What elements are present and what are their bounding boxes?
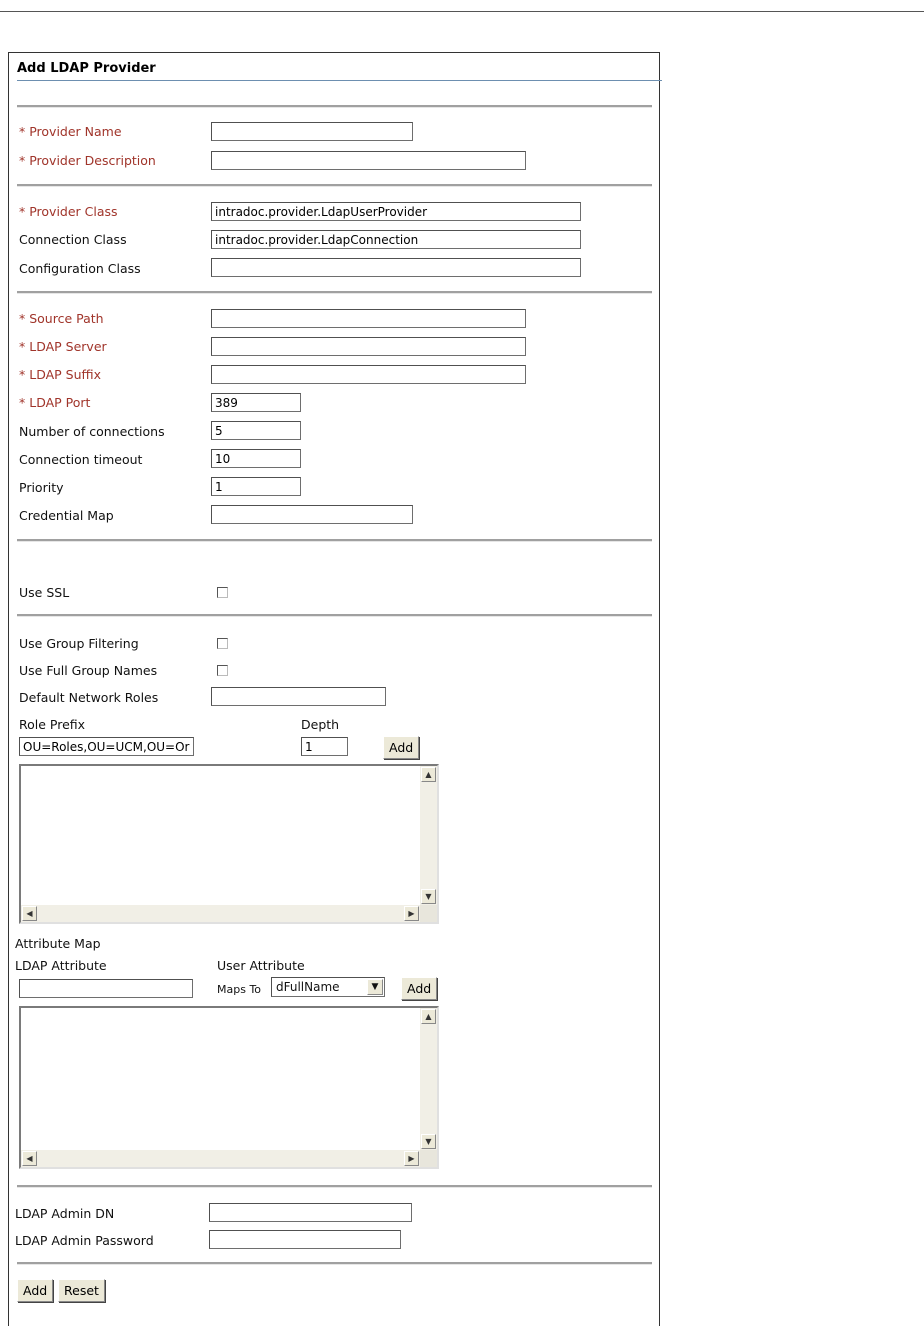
connection-class-input[interactable] [211,230,581,249]
default-network-roles-label: Default Network Roles [19,690,159,705]
ldap-server-input[interactable] [211,337,526,356]
role-list-vertical-scrollbar[interactable] [420,766,437,905]
ldap-admin-password-input[interactable] [209,1230,401,1249]
use-ssl-label: Use SSL [19,585,70,600]
section-divider [17,539,652,542]
scroll-down-icon[interactable]: ▼ [421,1134,436,1149]
provider-description-input[interactable] [211,151,526,170]
scroll-right-icon[interactable]: ▶ [404,1151,419,1166]
ldap-attribute-label: LDAP Attribute [15,958,107,973]
scroll-right-icon[interactable]: ▶ [404,906,419,921]
chevron-down-icon[interactable]: ▼ [367,979,383,995]
section-divider [17,1262,652,1265]
use-full-group-names-checkbox[interactable] [217,665,228,676]
section-divider [17,291,652,294]
top-divider [0,11,924,12]
ldap-suffix-label: * LDAP Suffix [19,367,101,382]
provider-name-label: * Provider Name [19,124,122,139]
configuration-class-input[interactable] [211,258,581,277]
role-list-horizontal-scrollbar[interactable] [21,905,420,922]
source-path-input[interactable] [211,309,526,328]
role-list-box[interactable] [19,764,439,924]
connection-class-label: Connection Class [19,232,127,247]
provider-class-input[interactable] [211,202,581,221]
source-path-label: * Source Path [19,311,104,326]
attribute-list-vertical-scrollbar[interactable] [420,1008,437,1150]
provider-description-label: * Provider Description [19,153,156,168]
role-prefix-input[interactable] [19,737,194,756]
scroll-left-icon[interactable]: ◀ [22,1151,37,1166]
credential-map-label: Credential Map [19,508,114,523]
section-divider [17,1185,652,1188]
depth-input[interactable] [301,737,348,756]
scroll-corner [420,1150,437,1167]
maps-to-select[interactable] [271,977,385,997]
ldap-suffix-input[interactable] [211,365,526,384]
ldap-admin-dn-label: LDAP Admin DN [15,1206,115,1221]
use-group-filtering-checkbox[interactable] [217,638,228,649]
reset-button[interactable]: Reset [58,1279,105,1302]
role-prefix-label: Role Prefix [19,717,86,732]
ldap-admin-dn-input[interactable] [209,1203,412,1222]
scroll-left-icon[interactable]: ◀ [22,906,37,921]
use-full-group-names-label: Use Full Group Names [19,663,158,678]
add-attribute-button[interactable]: Add [401,977,437,1000]
priority-input[interactable] [211,477,301,496]
ldap-port-label: * LDAP Port [19,395,91,410]
attribute-list-box[interactable] [19,1006,439,1169]
ldap-server-label: * LDAP Server [19,339,107,354]
number-of-connections-label: Number of connections [19,424,165,439]
connection-timeout-label: Connection timeout [19,452,143,467]
scroll-up-icon[interactable]: ▲ [421,1009,436,1024]
ldap-attribute-input[interactable] [19,979,193,998]
credential-map-input[interactable] [211,505,413,524]
section-divider [17,184,652,187]
submit-add-button[interactable]: Add [17,1279,53,1302]
provider-name-input[interactable] [211,122,413,141]
page-title: Add LDAP Provider [17,61,156,76]
add-ldap-provider-panel [8,52,660,1326]
scroll-corner [420,905,437,922]
user-attribute-label: User Attribute [217,958,305,973]
default-network-roles-input[interactable] [211,687,386,706]
provider-class-label: * Provider Class [19,204,118,219]
ldap-admin-password-label: LDAP Admin Password [15,1233,154,1248]
maps-to-label: Maps To [217,983,262,996]
section-divider [17,105,652,108]
use-group-filtering-label: Use Group Filtering [19,636,139,651]
attribute-list-horizontal-scrollbar[interactable] [21,1150,420,1167]
priority-label: Priority [19,480,64,495]
add-role-button[interactable]: Add [383,736,419,759]
ldap-port-input[interactable] [211,393,301,412]
configuration-class-label: Configuration Class [19,261,141,276]
attribute-map-label: Attribute Map [15,936,101,951]
maps-to-selected-value: dFullName [276,980,340,994]
title-underline [17,80,662,81]
scroll-down-icon[interactable]: ▼ [421,889,436,904]
section-divider [17,614,652,617]
scroll-up-icon[interactable]: ▲ [421,767,436,782]
connection-timeout-input[interactable] [211,449,301,468]
depth-label: Depth [301,717,340,732]
use-ssl-checkbox[interactable] [217,587,228,598]
number-of-connections-input[interactable] [211,421,301,440]
